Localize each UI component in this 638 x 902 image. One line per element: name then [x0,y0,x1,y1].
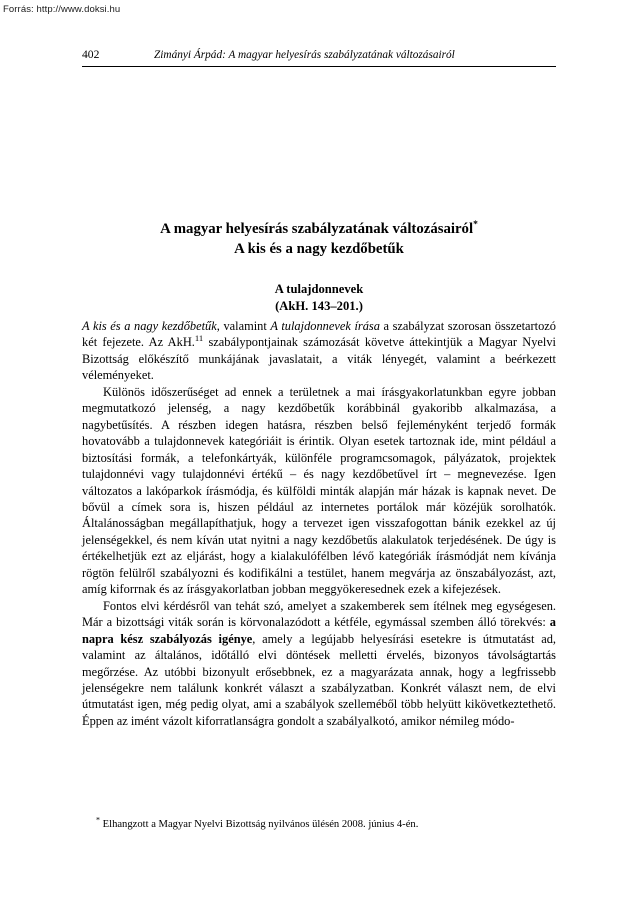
paragraph-2: Különös időszerűséget ad ennek a területnek a mai írásgyakorlatunkban egyre jobban megmutatkozó jelenség, a nagy kezdőbetűk korábbinál gyakoribb alkalmazása, a nagybetűsítés. A részben idegen hatásra, részben belső fejleményként terjedő formák hovatovább a tulajdonnevek kategóriáit is érintik. Olyan esetek tartoznak ide, mint például a biztosítási formák, a telefonkártyák, különféle programcsomagok, pályázatok, projektek tulajdonnévi vagy tulajdonnévi értékű – és nagy kezdőbetűvel írt – megnevezése. Igen változatos a lakóparkok írásmódja, és külföldi minták alapján már házak is kapnak nevet. De bővül a címek sora is, hiszen például az internetes portálok már közéjük sorolhatók. Általánosságban megállapíthatjuk, hogy a tervezet igen visszafogottan bánik ezekkel az új jelenségekkel, és nem kíván utat nyitni a nagy kezdőbetűs alakulatok terjedésének. De úgy is értékelhetjük ezt az eljárást, hogy a kialakulófélben lévő kategóriák írásmódját nem kívánja rögtön felülről szabályozni és kodifikálni a testület, hanem megvárja az önszabályozást, azt, amíg kiforrnak és az írásgyakorlatban jobban meggyökeresednek ezek a kifejezések. [82,384,556,597]
p3-run-1: Fontos elvi kérdésről van tehát szó, amelyet a szakemberek sem ítélnek meg egységesen. Már a bizottsági viták során is körvonalazódott a kétféle, egymással szemben álló törekvés: [82,598,556,630]
p3-bold-phrase: a napra kész szabályozás igénye [82,615,556,646]
section-reference: (AkH. 143–201.) [275,298,363,313]
footnote-marker: * [96,815,100,825]
akh-edition-superscript: 11 [194,333,204,344]
running-head-title: Zimányi Árpád: A magyar helyesírás szabályzatának változásairól [154,49,455,61]
footnote-rule [82,812,240,813]
section-heading: A tulajdonnevek [274,282,364,296]
p3-run-2: , amely a legújabb helyesírási esetekre is útmutatást ad, valamint az általános, időtálló elvi döntések melletti érvelés, bizonyos távolságtartás megőrzése. Az utóbbi bizonyult erősebbnek, ez a magyarázata annak, hogy a legfrissebb jelenségekre nem találunk konkrét választ a szabályzatban. Konkrét választ nem, de elvi útmutatást igen, még pedig olyat, ami a szabályok szelleméből több helyütt kikövetkeztethető. Éppen az imént vázolt kiforratlanságra gondolt a szabályalkotó, amikor némileg módo- [82,631,556,728]
body-text [82,318,556,729]
p1-run-1: , valamint [216,319,271,333]
page-number: 402 [82,48,100,61]
running-head [82,48,556,61]
document-title [82,219,556,239]
paragraph-1 [82,318,556,384]
paragraph-3 [82,598,556,730]
p1-italic-title-1: A kis és a nagy kezdőbetűk [82,319,217,333]
p1-italic-title-2: A tulajdonnevek írása [270,319,380,333]
footnote-text: Elhangzott a Magyar Nyelvi Bizottság nyilvános ülésén 2008. június 4-én. [100,819,419,830]
header-rule [82,66,556,67]
source-watermark: Forrás: http://www.doksi.hu [3,4,121,15]
title-block [82,219,556,314]
footnote [82,815,556,832]
p1-run-2: a szabályzat szorosan összetartozó két fejezete. Az AkH. [82,319,556,350]
document-title-text: A magyar helyesírás szabályzatának változásairól [160,221,474,237]
p1-run-3: szabálypontjainak számozását követve áttekintjük a Magyar Nyelvi Bizottság előkészítő munkájának javaslatait, a viták lényegét, valamint a beérkezett véleményeket. [82,335,556,383]
document-subtitle: A kis és a nagy kezdőbetűk [234,241,404,257]
title-footnote-marker: * [473,220,478,231]
